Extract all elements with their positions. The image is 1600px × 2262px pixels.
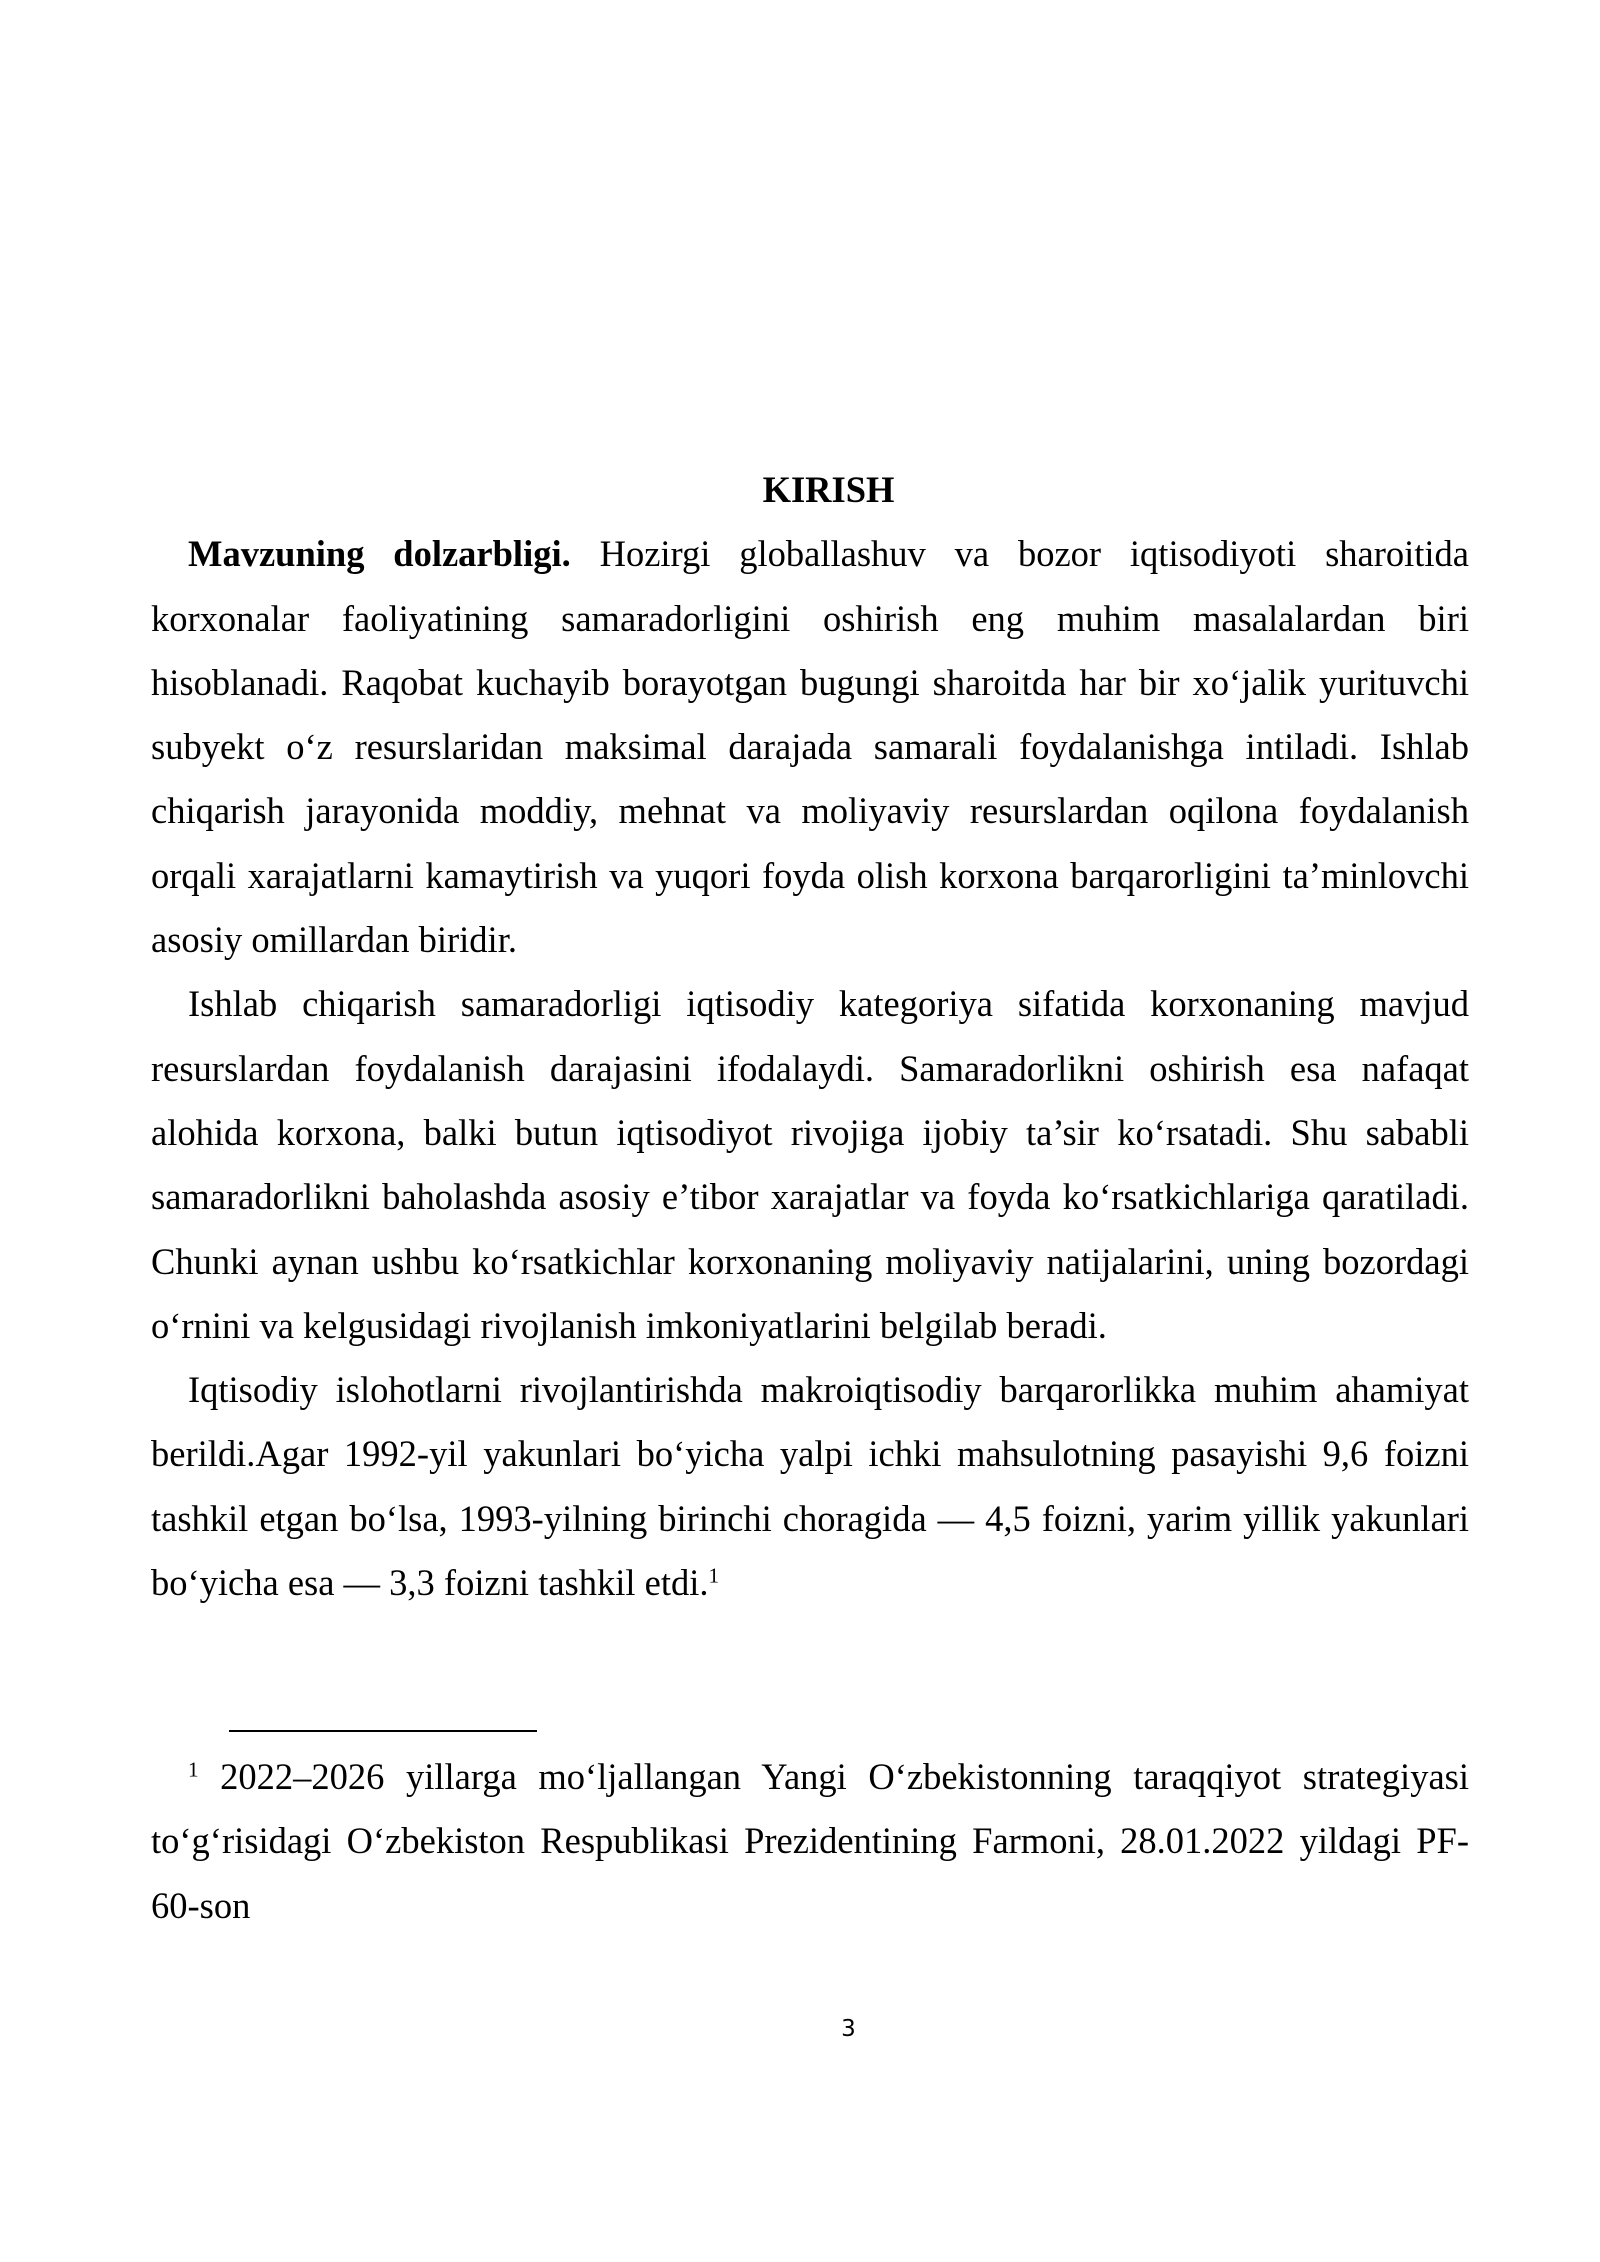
footnote-line: 60-son: [151, 1884, 251, 1926]
text-line: Iqtisodiy islohotlarni rivojlantirishda makroiqtisodiy barqarorlikka muhim ahamiyat: [188, 1369, 1469, 1411]
paragraph-lead: Mavzuning dolzarbligi.: [188, 533, 571, 575]
text-line: hisoblanadi. Raqobat kuchayib borayotgan bugungi sharoitda har bir xo‘jalik yurituvchi: [151, 661, 1469, 703]
text-line: samaradorlikni baholashda asosiy e’tibor xarajatlar va foyda ko‘rsatkichlariga qaratiladi.: [151, 1176, 1469, 1218]
text-line: tashkil etgan bo‘lsa, 1993-yilning birinchi choragida — 4,5 foizni, yarim yillik yakunlari: [151, 1497, 1469, 1539]
text-line: Chunki aynan ushbu ko‘rsatkichlar korxonaning moliyaviy natijalarini, uning bozordagi: [151, 1240, 1469, 1282]
text-line-content: bo‘yicha esa — 3,3 foizni tashkil etdi.: [151, 1562, 709, 1604]
paragraph-efficiency: [151, 972, 1469, 1358]
footnote-separator: [229, 1730, 537, 1732]
text-line: subyekt o‘z resurslaridan maksimal darajada samarali foydalanishga intiladi. Ishlab: [151, 726, 1469, 768]
footnote-line-content: 2022–2026 yillarga mo‘ljallangan Yangi O‘zbekistonning taraqqiyot strategiyasi: [220, 1756, 1469, 1797]
text-line: orqali xarajatlarni kamaytirish va yuqori foyda olish korxona barqarorligini ta’minlovchi: [151, 854, 1469, 896]
text-line: resurslardan foydalanish darajasini ifodalaydi. Samaradorlikni oshirish esa nafaqat: [151, 1047, 1469, 1089]
text-line: korxonalar faoliyatining samaradorligini oshirish eng muhim masalalardan biri: [151, 597, 1469, 639]
footnote-reference: 1: [708, 1563, 720, 1588]
text-line: [151, 1551, 1469, 1615]
footnote: [151, 1745, 1469, 1938]
text-line: berildi.Agar 1992-yil yakunlari bo‘yicha yalpi ichki mahsulotning pasayishi 9,6 foizni: [151, 1433, 1469, 1475]
text-line: alohida korxona, balki butun iqtisodiyot rivojiga ijobiy ta’sir ko‘rsatadi. Shu sababli: [151, 1111, 1469, 1153]
text-line: chiqarish jarayonida moddiy, mehnat va moliyaviy resurslardan oqilona foydalanish: [151, 790, 1469, 832]
text-line: [151, 522, 1469, 586]
section-heading: KIRISH: [762, 469, 895, 510]
footnote-marker: 1: [188, 1757, 199, 1782]
text-line: Ishlab chiqarish samaradorligi iqtisodiy kategoriya sifatida korxonaning mavjud: [188, 983, 1469, 1025]
paragraph-relevance: [151, 522, 1469, 972]
body-text: [151, 522, 1469, 1615]
page-number: 3: [841, 2016, 856, 2042]
text-line-content: Hozirgi globallashuv va bozor iqtisodiyoti sharoitida: [599, 533, 1469, 575]
footnote-line: to‘g‘risidagi O‘zbekiston Respublikasi Prezidentining Farmoni, 28.01.2022 yildagi PF-: [151, 1820, 1469, 1862]
text-line: asosiy omillardan biridir.: [151, 919, 517, 961]
footnote-line: [151, 1745, 1469, 1809]
paragraph-reforms: [151, 1358, 1469, 1615]
text-line: o‘rnini va kelgusidagi rivojlanish imkoniyatlarini belgilab beradi.: [151, 1304, 1107, 1346]
